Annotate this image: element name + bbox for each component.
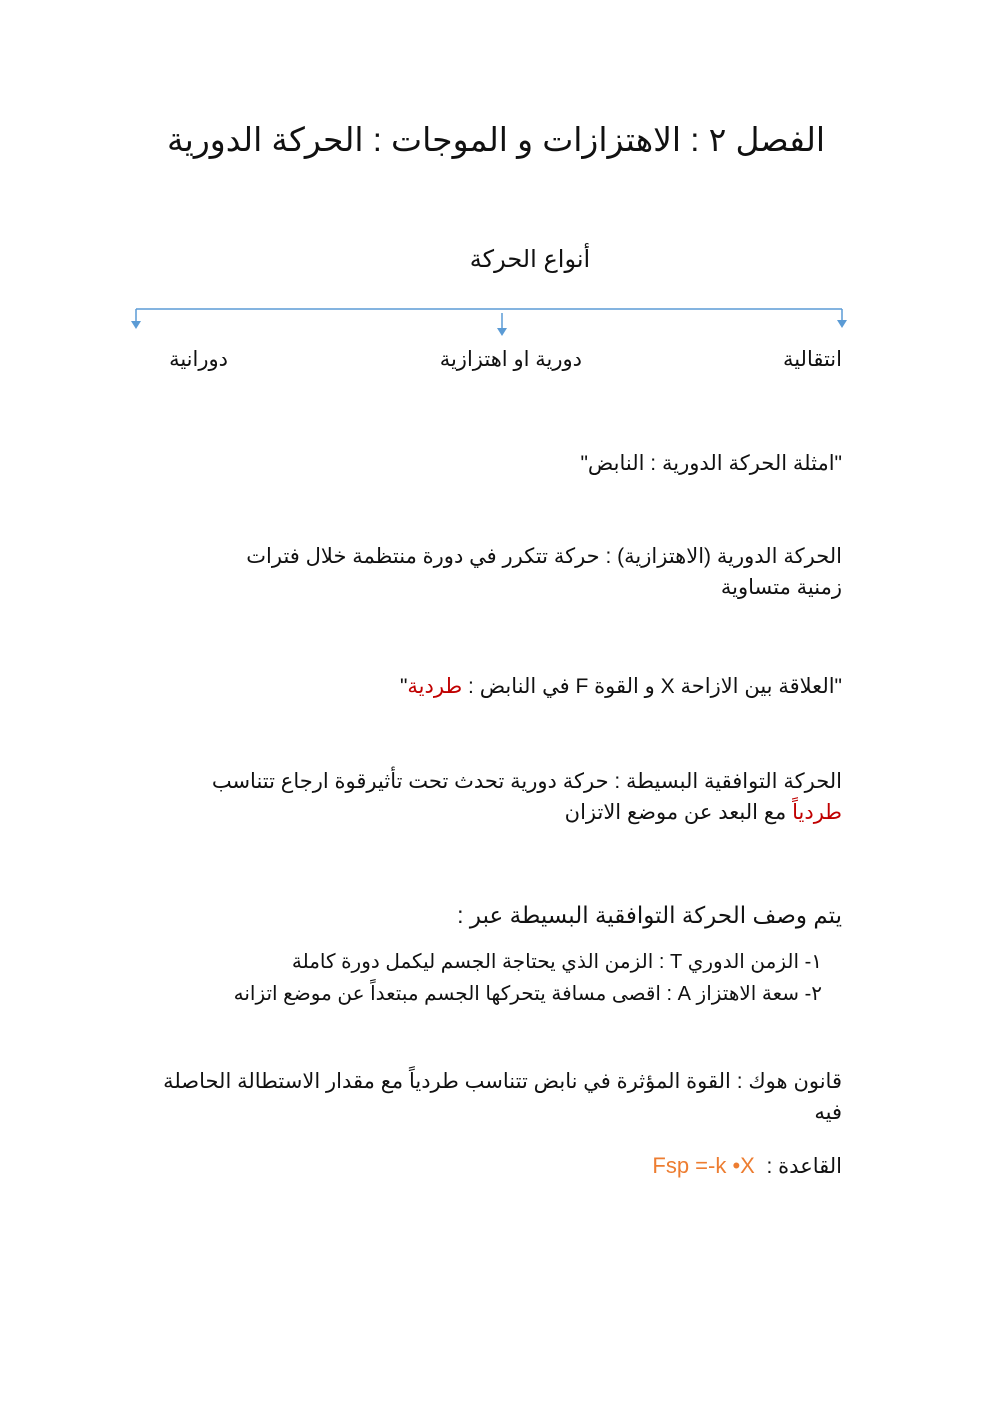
shm-definition-line2 (152, 797, 842, 828)
arrow-head-rotational (131, 321, 141, 329)
periodic-motion-definition (152, 541, 842, 603)
relation-line (400, 671, 842, 702)
shm-definition-red-word: طردياً (792, 801, 842, 824)
periodic-definition-line2: زمنية متساوية (720, 576, 842, 599)
rule-formula: Fsp =-k •X (652, 1153, 755, 1178)
shm-definition-rest: مع البعد عن موضع الاتزان (564, 801, 793, 824)
hooke-law-line2: فيه (814, 1101, 842, 1124)
relation-answer: طردية (407, 675, 463, 698)
arrow-head-periodic (497, 328, 507, 336)
hooke-law (152, 1066, 842, 1128)
motion-type-rotational: دورانية (169, 348, 228, 371)
motion-types-diagram (0, 0, 992, 400)
shm-description-list (234, 946, 822, 1010)
motion-types-heading: أنواع الحركة (469, 246, 591, 273)
list-item: ١- الزمن الدوري T : الزمن الذي يحتاجة الجسم ليكمل دورة كاملة (291, 951, 822, 973)
periodic-definition-line1: الحركة الدورية (الاهتزازية) : حركة تتكرر في دورة منتظمة خلال فترات (246, 545, 842, 568)
relation-suffix: " (399, 675, 408, 698)
motion-type-translational: انتقالية (782, 348, 842, 371)
shm-definition-line1: الحركة التوافقية البسيطة : حركة دورية تحدث تحت تأثيرقوة ارجاع تتناسب (211, 770, 842, 793)
arrow-head-translational (837, 320, 847, 328)
shm-definition (152, 766, 842, 828)
list-item: ٢- سعة الاهتزاز A : اقصى مسافة يتحركها الجسم مبتعداً عن موضع اتزانه (233, 983, 822, 1005)
page-title: الفصل ٢ : الاهتزازات و الموجات : الحركة الدورية (166, 121, 826, 158)
hooke-law-line1: قانون هوك : القوة المؤثرة في نابض تتناسب طردياً مع مقدار الاستطالة الحاصلة (163, 1070, 842, 1093)
motion-type-periodic: دورية او اهتزازية (439, 348, 582, 371)
rule-line (652, 1150, 842, 1182)
rule-label: القاعدة : (766, 1155, 842, 1178)
shm-description-heading: يتم وصف الحركة التوافقية البسيطة عبر : (457, 902, 842, 928)
examples-line: "امثلة الحركة الدورية : النابض" (580, 452, 842, 475)
relation-prefix: "العلاقة بين الازاحة X و القوة F في النابض : (462, 675, 842, 698)
